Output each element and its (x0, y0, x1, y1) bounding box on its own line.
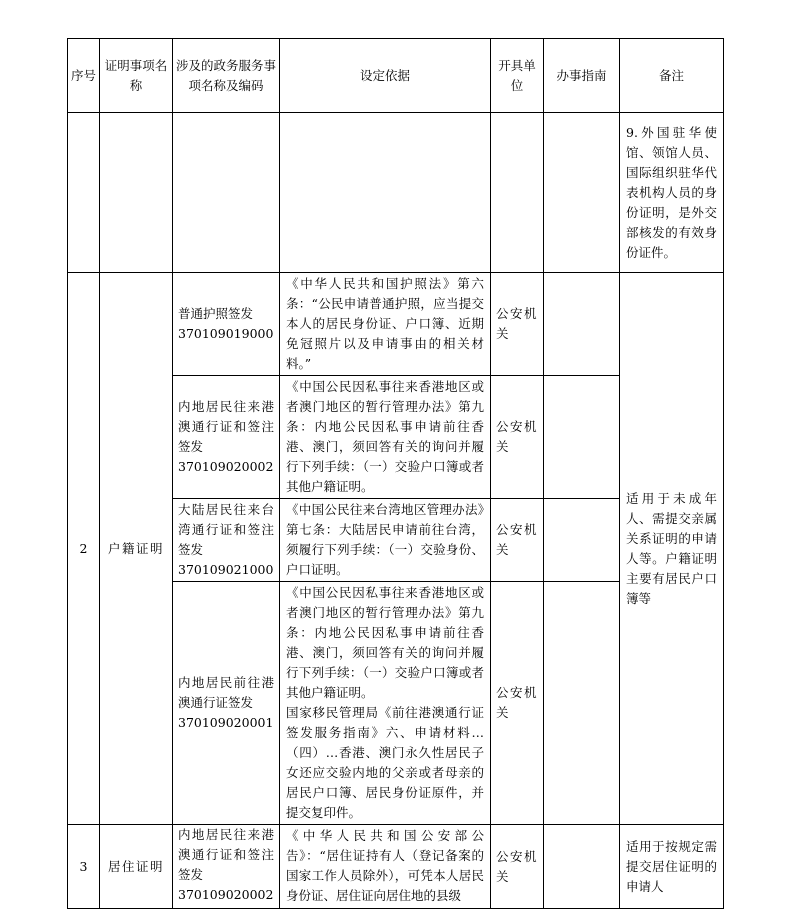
seq-cell: 2 (68, 273, 100, 825)
remark-cell: 适用于按规定需提交居住证明的申请人 (620, 825, 724, 909)
service-name: 内地居民往来港澳通行证和签注签发 (178, 399, 274, 454)
table-row (68, 113, 724, 273)
basis-text: 《中国公民因私事往来香港地区或者澳门地区的暂行管理办法》第九条：内地公民因私事申请前往香港、澳门，须回答有关的询问并履行下列手续：（一）交验户口簿或者其他户籍证明。 (286, 585, 484, 700)
basis-cell: 《中华人民共和国护照法》第六条：“公民申请普通护照，应当提交本人的居民身份证、户口簿、近期免冠照片以及申请事由的相关材料。” (280, 273, 491, 376)
table-row (68, 825, 724, 909)
header-guide: 办事指南 (544, 39, 620, 113)
service-cell (173, 825, 280, 909)
service-cell (173, 582, 280, 825)
header-seq: 序号 (68, 39, 100, 113)
header-issuer: 开具单位 (491, 39, 544, 113)
basis-cell: 《中国公民往来台湾地区管理办法》第七条：大陆居民申请前往台湾，须履行下列手续：（一）交验身份、户口证明。 (280, 499, 491, 582)
cell-empty (544, 113, 620, 273)
guide-cell (544, 376, 620, 499)
guide-cell (544, 273, 620, 376)
remark-cell: 9.外国驻华使馆、领馆人员、国际组织驻华代表机构人员的身份证明，是外交部核发的有效身份证件。 (620, 113, 724, 273)
issuer-cell: 公安机关 (491, 499, 544, 582)
service-cell (173, 376, 280, 499)
service-name: 内地居民前往港澳通行证签发 (178, 675, 274, 710)
service-code: 370109020002 (178, 887, 274, 902)
service-cell (173, 273, 280, 376)
cell-empty (280, 113, 491, 273)
issuer-cell: 公安机关 (491, 273, 544, 376)
service-name: 大陆居民往来台湾通行证和签注签发 (178, 502, 274, 557)
header-service: 涉及的政务服务事项名称及编码 (173, 39, 280, 113)
cell-empty (68, 113, 100, 273)
service-code: 370109019000 (178, 326, 274, 341)
issuer-cell: 公安机关 (491, 582, 544, 825)
cell-empty (100, 113, 173, 273)
service-code: 370109021000 (178, 562, 274, 577)
certification-table (67, 38, 724, 909)
service-name: 内地居民往来港澳通行证和签注签发 (178, 827, 274, 882)
basis-extra-text: 国家移民管理局《前往港澳通行证签发服务指南》六、申请材料…（四）…香港、澳门永久性居民子女还应交验内地的父亲或者母亲的居民户口簿、居民身份证原件，并提交复印件。 (286, 705, 484, 820)
basis-cell (280, 582, 491, 825)
service-code: 370109020001 (178, 715, 274, 730)
service-code: 370109020002 (178, 459, 274, 474)
basis-cell: 《中华人民共和国公安部公告》：“居住证持有人（登记备案的国家工作人员除外），可凭本人居民身份证、居住证向居住地的县级 (280, 825, 491, 909)
cell-empty (173, 113, 280, 273)
table-row (68, 273, 724, 376)
guide-cell (544, 582, 620, 825)
header-item: 证明事项名称 (100, 39, 173, 113)
guide-cell (544, 825, 620, 909)
remark-cell: 适用于未成年人、需提交亲属关系证明的申请人等。户籍证明主要有居民户口簿等 (620, 273, 724, 825)
header-row (68, 39, 724, 113)
guide-cell (544, 499, 620, 582)
item-cell: 居住证明 (100, 825, 173, 909)
header-basis: 设定依据 (280, 39, 491, 113)
seq-cell: 3 (68, 825, 100, 909)
issuer-cell: 公安机关 (491, 825, 544, 909)
item-cell: 户籍证明 (100, 273, 173, 825)
issuer-cell: 公安机关 (491, 376, 544, 499)
header-remark: 备注 (620, 39, 724, 113)
service-name: 普通护照签发 (178, 306, 254, 321)
service-cell (173, 499, 280, 582)
cell-empty (491, 113, 544, 273)
basis-cell: 《中国公民因私事往来香港地区或者澳门地区的暂行管理办法》第九条：内地公民因私事申请前往香港、澳门，须回答有关的询问并履行下列手续：（一）交验户口簿或者其他户籍证明。 (280, 376, 491, 499)
